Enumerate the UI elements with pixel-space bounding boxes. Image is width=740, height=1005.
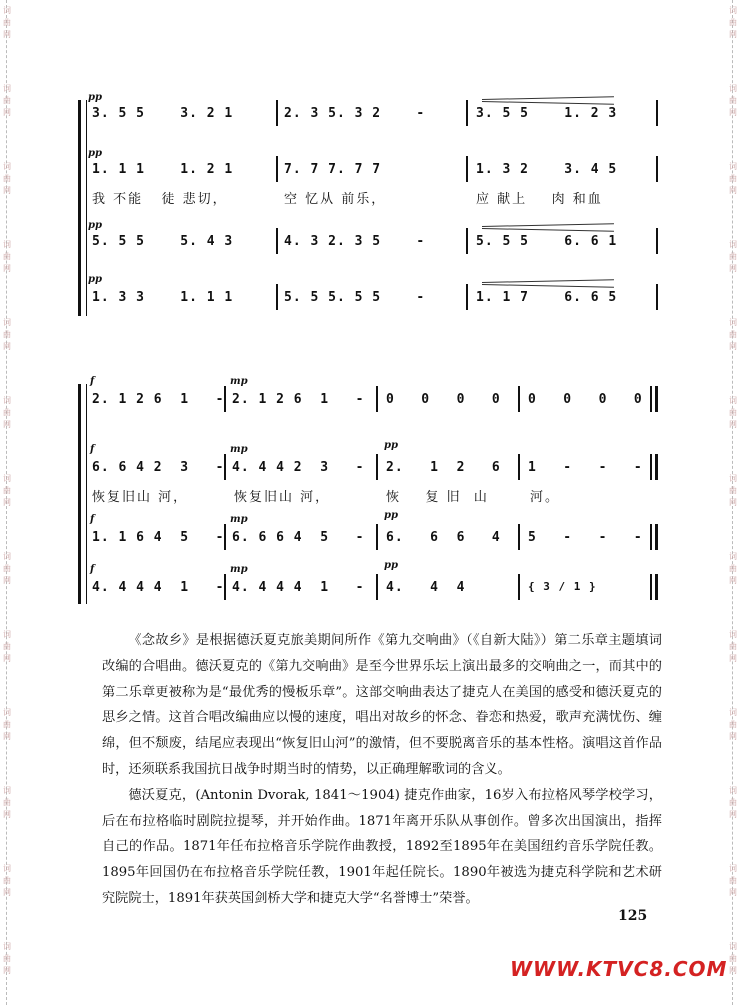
system-bracket xyxy=(78,384,85,604)
measure-notes: 1. 3 2 3. 4 5 xyxy=(476,162,618,177)
measure-notes: 0 0 0 0 xyxy=(528,392,643,407)
watermark-char: 词 xyxy=(3,942,11,951)
watermark-char: 网 xyxy=(729,966,737,975)
measure-notes: 4. 3 2. 3 5 - xyxy=(284,234,426,249)
watermark-char: 网 xyxy=(3,654,11,663)
watermark-char: 词 xyxy=(3,84,11,93)
watermark-char: 曲 xyxy=(3,174,11,183)
watermark-char: 词 xyxy=(3,240,11,249)
system-bracket xyxy=(78,100,85,316)
watermark-char: 词 xyxy=(3,786,11,795)
watermark-char: 词 xyxy=(729,786,737,795)
watermark-char: 网 xyxy=(3,264,11,273)
watermark-char: 网 xyxy=(3,576,11,585)
score-system-1 xyxy=(78,92,660,324)
watermark-char: 曲 xyxy=(729,876,737,885)
watermark-char: 曲 xyxy=(3,720,11,729)
watermark-char: 曲 xyxy=(729,96,737,105)
measure-notes: 7. 7 7. 7 7 xyxy=(284,162,382,177)
watermark-char: 曲 xyxy=(3,642,11,651)
watermark-char: 词 xyxy=(729,6,737,15)
dynamic-marking: pp xyxy=(384,510,398,521)
measure-notes: 1. 3 3 1. 1 1 xyxy=(92,290,234,305)
watermark-char: 网 xyxy=(729,264,737,273)
watermark-char: 网 xyxy=(3,342,11,351)
watermark-char: 曲 xyxy=(3,486,11,495)
left-watermark-strip xyxy=(0,0,14,1005)
watermark-char: 网 xyxy=(3,966,11,975)
dynamic-marking: mp xyxy=(230,564,248,575)
measure-notes: 6. 6 6 4 5 - xyxy=(232,530,365,545)
lyrics-line: 恢复旧山 河， xyxy=(92,490,189,505)
watermark-char: 网 xyxy=(3,30,11,39)
dynamic-marking: mp xyxy=(230,444,248,455)
watermark-char: 曲 xyxy=(3,798,11,807)
lyrics-line: 河。 xyxy=(530,490,561,505)
measure-notes: 4. 4 4 xyxy=(386,580,466,595)
watermark-char: 网 xyxy=(729,342,737,351)
measure-notes: 1. 1 6 4 5 - xyxy=(92,530,225,545)
watermark-char: 词 xyxy=(3,474,11,483)
watermark-char: 词 xyxy=(3,630,11,639)
watermark-char: 网 xyxy=(729,654,737,663)
watermark-char: 曲 xyxy=(729,642,737,651)
watermark-char: 词 xyxy=(729,474,737,483)
watermark-char: 词 xyxy=(3,864,11,873)
watermark-char: 曲 xyxy=(729,408,737,417)
watermark-char: 网 xyxy=(3,498,11,507)
measure-notes: 5. 5 5 5. 4 3 xyxy=(92,234,234,249)
dynamic-marking: pp xyxy=(88,220,102,231)
watermark-char: 词 xyxy=(729,864,737,873)
watermark-char: 曲 xyxy=(3,330,11,339)
watermark-char: 词 xyxy=(729,942,737,951)
watermark-char: 词 xyxy=(729,708,737,717)
measure-notes: 1 - - - xyxy=(528,460,643,475)
watermark-char: 网 xyxy=(729,30,737,39)
dynamic-marking: f xyxy=(90,376,95,387)
measure-notes: 5 - - - xyxy=(528,530,643,545)
watermark-char: 网 xyxy=(3,888,11,897)
watermark-char: 曲 xyxy=(3,876,11,885)
watermark-char: 网 xyxy=(729,576,737,585)
page-number: 125 xyxy=(618,908,648,924)
measure-notes: 2. 3 5. 3 2 - xyxy=(284,106,426,121)
measure-notes: 5. 5 5. 5 5 - xyxy=(284,290,426,305)
measure-notes: 4. 4 4 4 1 - xyxy=(232,580,365,595)
watermark-char: 词 xyxy=(3,6,11,15)
lyrics-line: 我 不能 徒 悲切， xyxy=(92,192,228,207)
measure-notes: 3. 5 5 1. 2 3 xyxy=(476,106,618,121)
dynamic-marking: f xyxy=(90,514,95,525)
measure-notes: 2. 1 2 6 1 - xyxy=(232,392,365,407)
dynamic-marking: pp xyxy=(88,148,102,159)
watermark-char: 曲 xyxy=(729,252,737,261)
watermark-char: 曲 xyxy=(729,564,737,573)
watermark-char: 曲 xyxy=(729,720,737,729)
measure-notes: 2. 1 2 6 1 - xyxy=(92,392,225,407)
score-system-2 xyxy=(78,374,660,610)
watermark-char: 曲 xyxy=(729,174,737,183)
watermark-char: 词 xyxy=(729,318,737,327)
right-watermark-strip xyxy=(726,0,740,1005)
measure-notes: 6. 6 6 4 xyxy=(386,530,501,545)
watermark-char: 词 xyxy=(3,396,11,405)
measure-notes: 2. 1 2 6 xyxy=(386,460,501,475)
dynamic-marking: mp xyxy=(230,514,248,525)
watermark-char: 曲 xyxy=(3,564,11,573)
watermark-char: 网 xyxy=(3,186,11,195)
watermark-char: 曲 xyxy=(3,954,11,963)
dynamic-marking: f xyxy=(90,444,95,455)
watermark-char: 网 xyxy=(729,186,737,195)
measure-notes: 5. 5 5 6. 6 1 xyxy=(476,234,618,249)
watermark-char: 网 xyxy=(729,108,737,117)
watermark-char: 网 xyxy=(729,888,737,897)
watermark-char: 曲 xyxy=(729,954,737,963)
watermark-char: 词 xyxy=(3,708,11,717)
watermark-char: 词 xyxy=(729,630,737,639)
commentary-text xyxy=(102,628,662,912)
lyrics-line: 恢 复 旧 山 xyxy=(386,490,489,505)
watermark-char: 曲 xyxy=(729,486,737,495)
dynamic-marking: pp xyxy=(384,440,398,451)
watermark-char: 网 xyxy=(729,810,737,819)
site-watermark: WWW.KTVC8.COM xyxy=(510,957,728,981)
measure-notes: 1. 1 7 6. 6 5 xyxy=(476,290,618,305)
paragraph: 德沃夏克，(Antonin Dvorak, 1841～1904) 捷克作曲家，16岁入布拉格风琴学校学习，后在布拉格临时剧院拉提琴，并开始作曲。1871年离开乐队从事创作。曾多次出国演出，指挥自己的作品。1871年任布拉格音乐学院作曲教授，1892至1895年在美国纽约音乐学院任教。1895年回国仍在布拉格音乐学院任教，1901年起任院长。1890年被选为捷克科学院和艺术研究院院士，1891年获英国剑桥大学和捷克大学“名誉博士”荣誉。 xyxy=(102,787,662,906)
watermark-char: 曲 xyxy=(3,252,11,261)
dynamic-marking: pp xyxy=(88,274,102,285)
watermark-char: 网 xyxy=(729,420,737,429)
lyrics-line: 应 献上 肉 和血 xyxy=(476,192,603,207)
watermark-char: 词 xyxy=(3,162,11,171)
watermark-char: 词 xyxy=(729,552,737,561)
dynamic-marking: pp xyxy=(384,560,398,571)
dynamic-marking: mp xyxy=(230,376,248,387)
watermark-char: 词 xyxy=(3,552,11,561)
watermark-char: 曲 xyxy=(3,408,11,417)
watermark-char: 词 xyxy=(729,84,737,93)
watermark-char: 网 xyxy=(3,732,11,741)
watermark-char: 词 xyxy=(729,240,737,249)
watermark-char: 曲 xyxy=(729,798,737,807)
measure-notes: 6. 6 4 2 3 - xyxy=(92,460,225,475)
watermark-char: 曲 xyxy=(3,96,11,105)
watermark-char: 网 xyxy=(3,420,11,429)
measure-notes: 0 0 0 0 xyxy=(386,392,501,407)
watermark-char: 曲 xyxy=(3,18,11,27)
measure-notes: 4. 4 4 2 3 - xyxy=(232,460,365,475)
dynamic-marking: f xyxy=(90,564,95,575)
dynamic-marking: pp xyxy=(88,92,102,103)
watermark-char: 词 xyxy=(729,396,737,405)
measure-notes: 4. 4 4 4 1 - xyxy=(92,580,225,595)
watermark-char: 曲 xyxy=(729,18,737,27)
paragraph: 《念故乡》是根据德沃夏克旅美期间所作《第九交响曲》（《自新大陆》）第二乐章主题填词改编的合唱曲。德沃夏克的《第九交响曲》是至今世界乐坛上演出最多的交响曲之一，而其中的第二乐章更被称为是“最优秀的慢板乐章”。这部交响曲表达了捷克人在美国的感受和德沃夏克的思乡之情。这首合唱改编曲应以慢的速度，唱出对故乡的怀念、眷恋和热爱，歌声充满忧伤、缠绵，但不颓废，结尾应表现出“恢复旧山河”的激情，但不要脱离音乐的基本性格。演唱这首作品时，还须联系我国抗日战争时期当时的情势，以正确理解歌词的含义。 xyxy=(102,633,662,777)
watermark-char: 词 xyxy=(3,318,11,327)
lyrics-line: 恢复旧山 河， xyxy=(234,490,331,505)
watermark-char: 网 xyxy=(729,732,737,741)
watermark-char: 曲 xyxy=(729,330,737,339)
watermark-char: 词 xyxy=(729,162,737,171)
lyrics-line: 空 忆从 前乐， xyxy=(284,192,387,207)
watermark-char: 网 xyxy=(729,498,737,507)
watermark-char: 网 xyxy=(3,108,11,117)
watermark-char: 网 xyxy=(3,810,11,819)
measure-notes: 3. 5 5 3. 2 1 xyxy=(92,106,234,121)
measure-notes: { 3 / 1 } xyxy=(528,580,597,593)
measure-notes: 1. 1 1 1. 2 1 xyxy=(92,162,234,177)
